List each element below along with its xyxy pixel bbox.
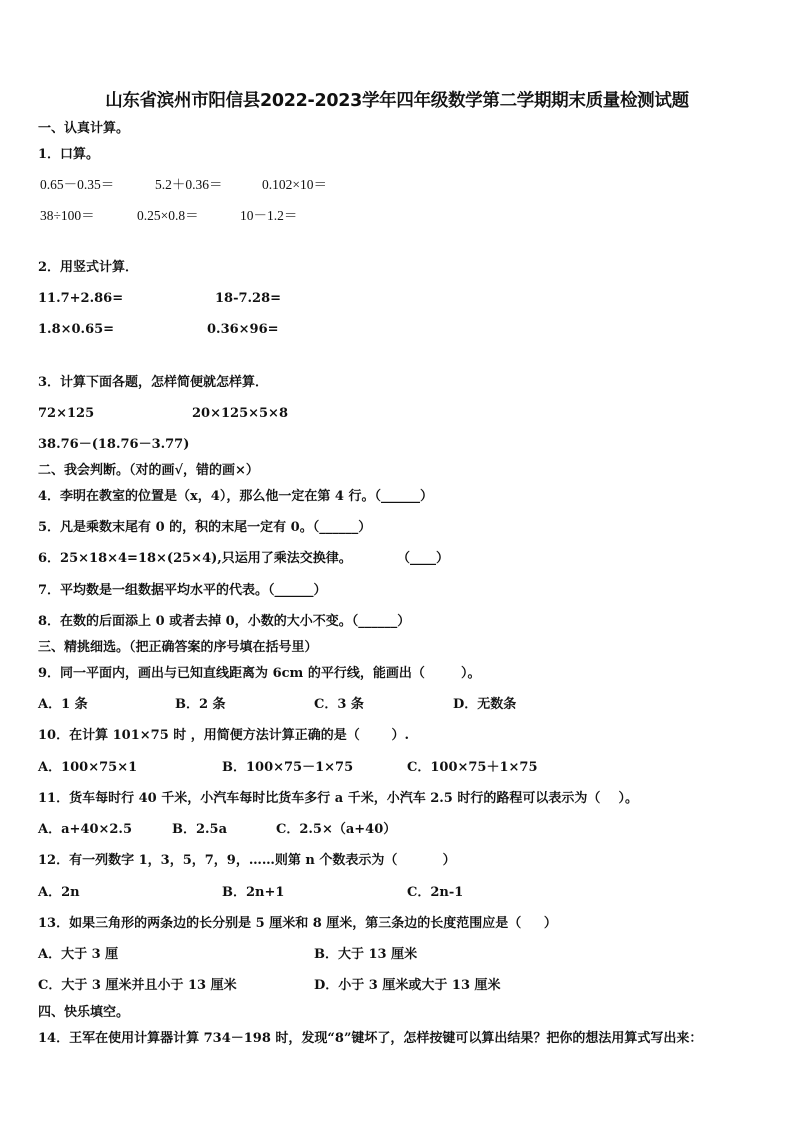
question-14: 14．王军在使用计算器计算 734－198 时，发现“8”键坏了，怎样按键可以算出结果？把你的想法用算式写出来： xyxy=(38,1031,703,1046)
section-2-heading: 二、我会判断。（对的画√，错的画×） xyxy=(38,463,259,478)
q10-option-c: C．100×75＋1×75 xyxy=(407,760,538,775)
q9-option-c: C．3 条 xyxy=(314,697,364,712)
q2-item: 1.8×0.65= xyxy=(38,322,115,337)
q9-option-b: B．2 条 xyxy=(175,697,226,712)
q1-item: 0.102×10＝ xyxy=(262,177,327,192)
q1-item: 38÷100＝ xyxy=(40,208,95,223)
q13-option-d: D．小于 3 厘米或大于 13 厘米 xyxy=(314,978,501,993)
q2-item: 18-7.28= xyxy=(215,291,282,306)
q11-option-c: C．2.5×（a+40） xyxy=(276,822,397,837)
question-6: 6．25×18×4=18×(25×4),只运用了乘法交换律。 （____） xyxy=(38,551,450,566)
q3-item: 72×125 xyxy=(38,406,95,421)
q12-option-c: C．2n-1 xyxy=(407,885,464,900)
question-11: 11．货车每时行 40 千米，小汽车每时比货车多行 a 千米，小汽车 2.5 时行的路程可以表示为（ ）。 xyxy=(38,791,638,806)
question-5: 5．凡是乘数末尾有 0 的，积的末尾一定有 0。（______） xyxy=(38,520,372,535)
q2-item: 0.36×96= xyxy=(207,322,279,337)
q1-item: 5.2＋0.36＝ xyxy=(155,177,223,192)
q1-label: 1．口算。 xyxy=(38,147,100,162)
question-4: 4．李明在教室的位置是（x，4），那么他一定在第 4 行。（______） xyxy=(38,489,433,504)
q1-item: 10－1.2＝ xyxy=(240,208,298,223)
question-7: 7．平均数是一组数据平均水平的代表。（______） xyxy=(38,583,327,598)
q13-option-a: A．大于 3 厘 xyxy=(38,947,119,962)
q3-item: 38.76－(18.76－3.77) xyxy=(38,437,190,452)
q12-option-b: B．2n+1 xyxy=(222,885,285,900)
section-1-heading: 一、认真计算。 xyxy=(38,121,130,136)
q10-option-b: B．100×75－1×75 xyxy=(222,760,354,775)
section-3-heading: 三、精挑细选。（把正确答案的序号填在括号里） xyxy=(38,640,318,655)
question-8: 8．在数的后面添上 0 或者去掉 0，小数的大小不变。（______） xyxy=(38,614,411,629)
q11-option-b: B．2.5a xyxy=(172,822,228,837)
q2-item: 11.7+2.86= xyxy=(38,291,124,306)
q13-option-c: C．大于 3 厘米并且小于 13 厘米 xyxy=(38,978,237,993)
q3-item: 20×125×5×8 xyxy=(192,406,288,421)
question-12: 12．有一列数字 1，3，5，7，9，……则第 n 个数表示为（ ） xyxy=(38,853,456,868)
q12-option-a: A．2n xyxy=(38,885,80,900)
q1-item: 0.65－0.35＝ xyxy=(40,177,115,192)
q13-option-b: B．大于 13 厘米 xyxy=(314,947,418,962)
question-13: 13．如果三角形的两条边的长分别是 5 厘米和 8 厘米，第三条边的长度范围应是（ ） xyxy=(38,916,557,931)
q9-option-a: A．1 条 xyxy=(38,697,88,712)
page-title: 山东省滨州市阳信县2022-2023学年四年级数学第二学期期末质量检测试题 xyxy=(105,91,689,111)
q3-label: 3．计算下面各题，怎样简便就怎样算． xyxy=(38,375,269,390)
q11-option-a: A．a+40×2.5 xyxy=(38,822,133,837)
section-4-heading: 四、快乐填空。 xyxy=(38,1005,130,1020)
question-9: 9．同一平面内，画出与已知直线距离为 6cm 的平行线，能画出（ ）。 xyxy=(38,666,481,681)
q2-label: 2．用竖式计算． xyxy=(38,260,139,275)
question-10: 10．在计算 101×75 时 ，用简便方法计算正确的是（ ）. xyxy=(38,728,409,743)
q1-item: 0.25×0.8＝ xyxy=(137,208,199,223)
q9-option-d: D．无数条 xyxy=(453,697,517,712)
q10-option-a: A．100×75×1 xyxy=(38,760,138,775)
